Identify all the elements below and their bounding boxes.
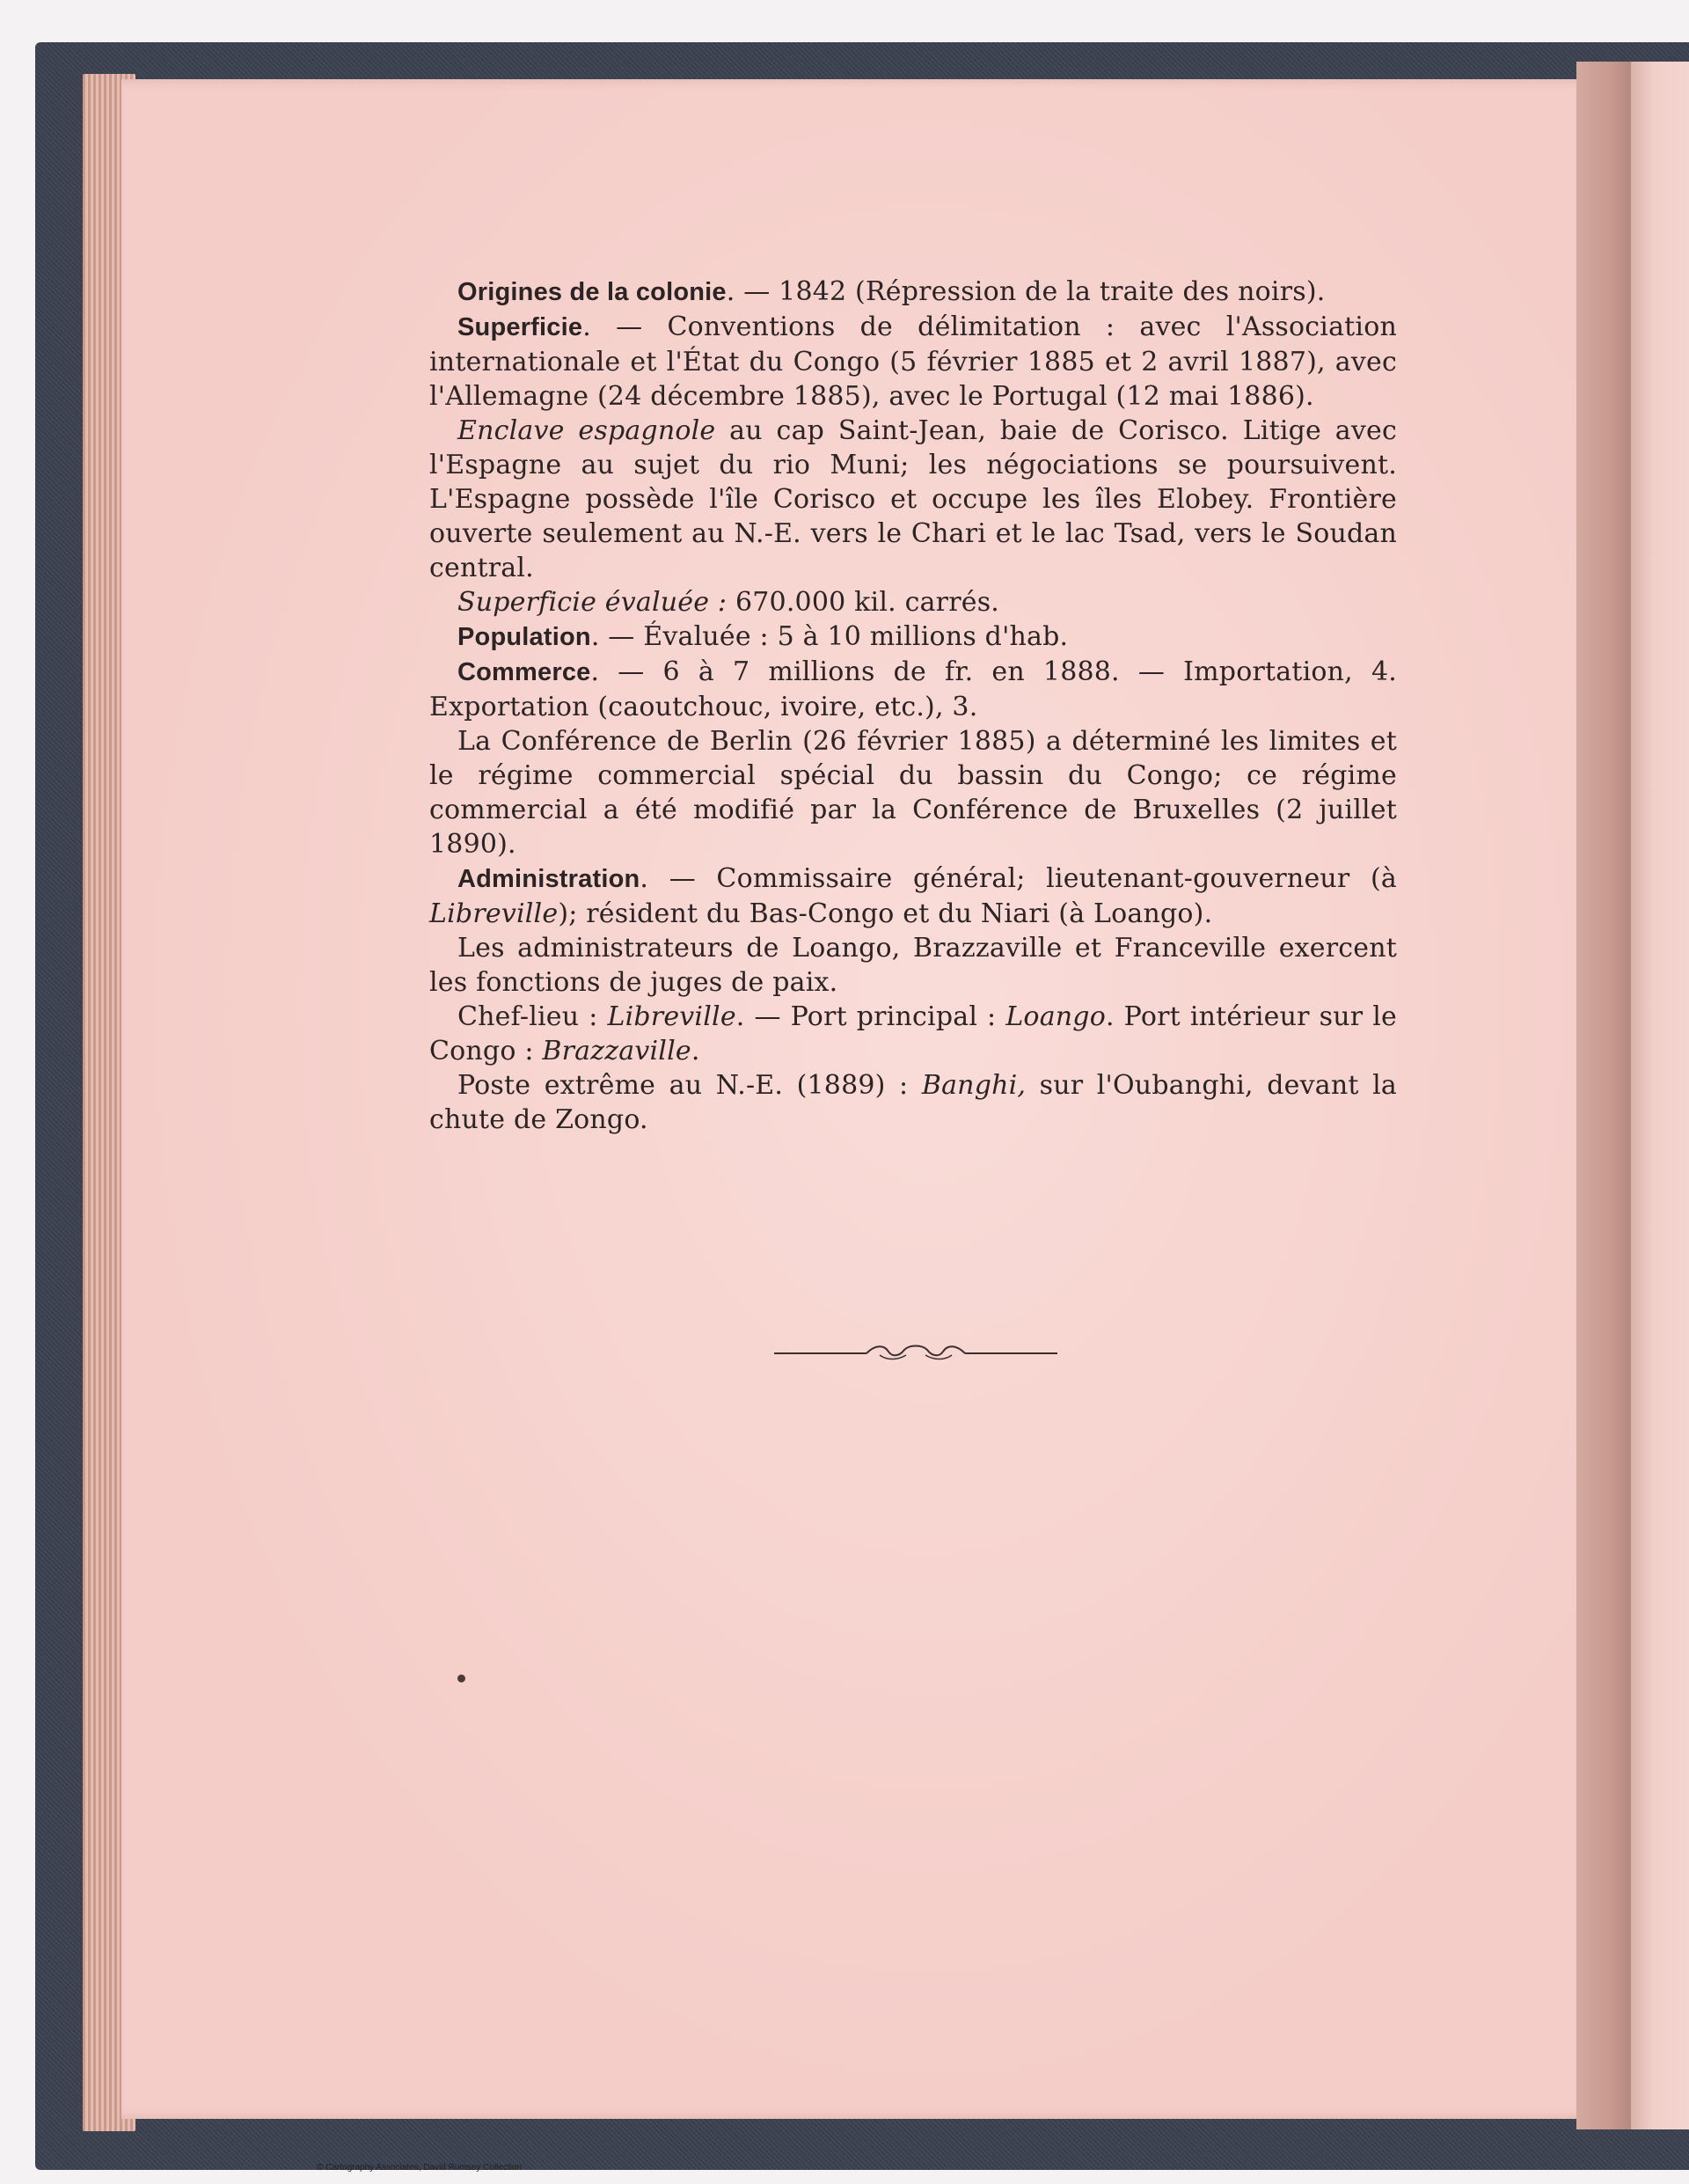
text-administration-a: . — Commissaire général; lieutenant-gouverneur (à [640, 863, 1397, 894]
text-cheflieu-a: Chef-lieu : [457, 1001, 608, 1032]
paragraph-administrateurs [429, 931, 1397, 1000]
collection-credit: © Cartography Associates, David Rumsey Collection [317, 2163, 523, 2173]
text-poste-b: sur l'Oubanghi, devant la chute de Zongo. [429, 1070, 1397, 1135]
text-enclave: au cap Saint-Jean, baie de Corisco. Litige avec l'Espagne au sujet du rio Muni; les négociations se poursuivent. L'Espagne possède l'île Corisco et occupe les îles Elobey. Frontière ouverte seulement au N.-E. vers le Chari et le lac Tsad, vers le Soudan central. [429, 415, 1397, 583]
italic-administration: Libreville [429, 898, 559, 929]
paragraph-conference [429, 724, 1397, 861]
page-gutter [1576, 62, 1631, 2129]
paragraph-commerce [429, 655, 1397, 724]
heading-administration: Administration [457, 865, 640, 893]
text-cheflieu-c: . Port intérieur sur le Congo : [429, 1001, 1397, 1066]
paragraph-poste [429, 1068, 1397, 1137]
paragraph-chef-lieu [429, 1000, 1397, 1068]
paragraph-enclave [429, 414, 1397, 585]
italic-poste: Banghi, [921, 1070, 1027, 1101]
italic-cheflieu-c: Brazzaville [542, 1036, 691, 1066]
paper-speck [457, 1675, 465, 1682]
paragraph-superficie-evaluee [429, 585, 1397, 619]
text-cheflieu-d: . [691, 1036, 700, 1066]
heading-commerce: Commerce [457, 658, 591, 686]
heading-population: Population [457, 623, 591, 651]
italic-cheflieu-b: Loango [1005, 1001, 1106, 1032]
text-superficie-evaluee: 670.000 kil. carrés. [727, 587, 1000, 618]
italic-cheflieu-a: Libreville [607, 1001, 736, 1032]
heading-origines: Origines de la colonie [457, 278, 727, 306]
paragraph-population [429, 619, 1397, 655]
paragraph-superficie [429, 310, 1397, 414]
ornament-divider-icon [774, 1338, 1057, 1369]
paragraph-administration [429, 861, 1397, 931]
text-commerce: . — 6 à 7 millions de fr. en 1888. — Importation, 4. Exportation (caoutchouc, ivoire, etc.), 3. [429, 656, 1397, 722]
text-administration-b: ); résident du Bas-Congo et du Niari (à Loango). [558, 898, 1213, 929]
text-origines: . — 1842 (Répression de la traite des noirs). [726, 276, 1326, 307]
facing-page-edge [1631, 62, 1689, 2129]
italic-superficie-evaluee: Superficie évaluée : [457, 587, 728, 618]
text-population: . — Évaluée : 5 à 10 millions d'hab. [590, 621, 1069, 652]
text-administrateurs: Les administrateurs de Loango, Brazzaville et Franceville exercent les fonctions de juges de paix. [429, 933, 1397, 998]
page-text [429, 275, 1397, 1137]
text-poste-a: Poste extrême au N.-E. (1889) : [457, 1070, 922, 1101]
heading-superficie: Superficie [457, 313, 583, 341]
italic-enclave: Enclave espagnole [457, 415, 716, 446]
text-superficie: . — Conventions de délimitation : avec l'Association internationale et l'État du Congo (5 février 1885 et 2 avril 1887), avec l'Allemagne (24 décembre 1885), avec le Portugal (12 mai 1886). [429, 311, 1397, 412]
text-cheflieu-b: . — Port principal : [735, 1001, 1006, 1032]
text-conference: La Conférence de Berlin (26 février 1885) a déterminé les limites et le régime commercial spécial du bassin du Congo; ce régime commercial a été modifié par la Conférence de Bruxelles (2 juillet 1890). [429, 726, 1397, 860]
paragraph-origines [429, 275, 1397, 310]
